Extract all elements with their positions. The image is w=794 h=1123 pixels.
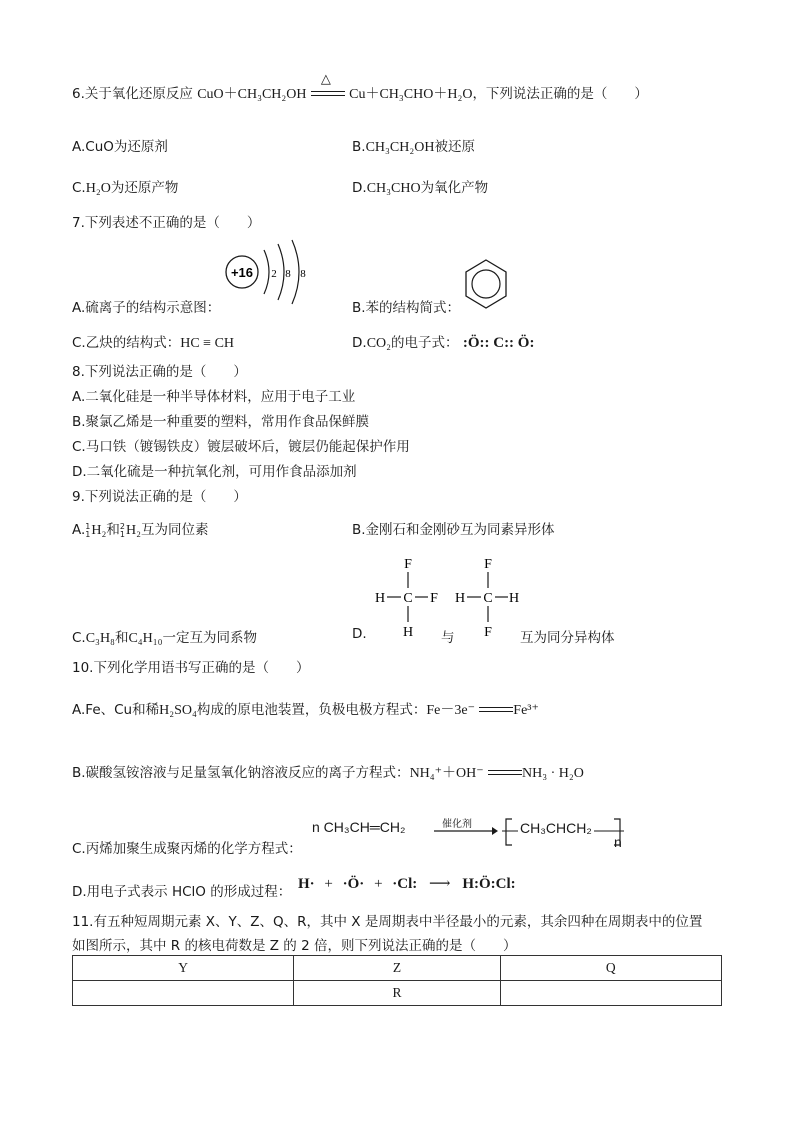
q7-option-a-text: A.硫离子的结构示意图： xyxy=(72,300,221,316)
option-label: D. xyxy=(352,180,367,196)
q8-option-b: B.聚氯乙烯是一种重要的塑料，常用作食品保鲜膜 xyxy=(72,414,370,430)
q11-stem-line1: 11.有五种短周期元素 X、Y、Z、Q、R，其中 X 是周期表中半径最小的元素，其余四种在周期表中的位置 xyxy=(72,914,703,930)
q6-equation-right: Cu＋CH₃CHO＋H₂O xyxy=(349,87,473,102)
table-row xyxy=(73,956,722,981)
q7-option-b-text: B.苯的结构简式： xyxy=(352,300,461,316)
q6-option-b xyxy=(352,135,475,156)
polypropylene-repeat-unit: CH₃CHCH₂ xyxy=(520,820,592,836)
q6-stem-pre: 关于氧化还原反应 xyxy=(84,86,193,102)
option-text: 构成的原电池装置，负极电极方程式： xyxy=(196,702,427,718)
difluoromethane-structure-2 xyxy=(448,552,528,642)
shell-electrons-3: 8 xyxy=(300,268,306,280)
isotope-prescript-2: 2 1 xyxy=(119,522,125,539)
q6-option-d xyxy=(352,176,488,197)
option-text: C.乙炔的结构式： xyxy=(72,335,181,351)
conjunction: 和 xyxy=(106,522,120,538)
atom-left: H xyxy=(454,591,466,606)
hclo-formation-process xyxy=(298,874,516,893)
shell-arc-1 xyxy=(264,250,269,294)
table-row xyxy=(73,981,722,1006)
option-text: 为氧化产物 xyxy=(420,180,489,196)
q10-option-b xyxy=(72,761,584,782)
table-cell-z: Z xyxy=(294,956,500,981)
atom-left: H xyxy=(374,591,386,606)
option-text: 的电子式： xyxy=(391,335,459,351)
q6-stem xyxy=(72,72,648,103)
hydrogen-atom: H· xyxy=(298,876,315,892)
option-text: 为还原剂 xyxy=(113,139,168,155)
q6-equation-left: CuO＋CH₃CH₂OH xyxy=(197,87,307,102)
q6-equals-sign xyxy=(311,72,345,99)
conjunction: 和 xyxy=(114,630,129,646)
periodic-table-fragment xyxy=(72,955,722,1006)
option-formula: H₂O xyxy=(85,181,111,196)
q6-stem-post: ，下列说法正确的是（ ） xyxy=(472,86,648,102)
heat-delta-icon: △ xyxy=(320,72,331,87)
option-formula: CH₃CHO xyxy=(366,181,421,196)
equals-sign xyxy=(479,705,513,715)
ionic-eq-left: NH₄⁺＋OH⁻ xyxy=(409,766,484,781)
table-cell-r: R xyxy=(294,981,500,1006)
q7-option-c xyxy=(72,331,234,352)
benzene-ring-icon xyxy=(458,256,514,312)
atom-right: H xyxy=(508,591,520,606)
butane-formula: C₄H₁₀ xyxy=(128,631,163,646)
q9-option-d-text: 互为同分异构体 xyxy=(520,630,615,646)
acetylene-formula: HC ≡ CH xyxy=(180,336,235,351)
catalyst-label: 催化剂 xyxy=(442,819,472,830)
shell-arc-3 xyxy=(292,240,299,304)
option-label: B. xyxy=(352,139,366,155)
q9-option-b: B.金刚石和金刚砂互为同素异形体 xyxy=(352,522,555,538)
difluoromethane-structure-1 xyxy=(368,552,448,642)
q11-stem-line2: 如图所示，其中 R 的核电荷数是 Z 的 2 倍，则下列说法正确的是（ ） xyxy=(72,938,517,954)
sulfuric-acid-formula: H₂SO₄ xyxy=(159,703,197,718)
q6-option-a xyxy=(72,135,168,155)
q7-option-d xyxy=(352,331,534,352)
option-text: 互为同位素 xyxy=(140,522,209,538)
option-label: A. xyxy=(72,522,86,538)
oxygen-atom: ·Ö· xyxy=(342,876,365,892)
atom-right: F xyxy=(430,591,438,606)
q8-stem: 8.下列说法正确的是（ ） xyxy=(72,364,247,380)
q10-option-a xyxy=(72,698,539,719)
reaction-arrow-icon xyxy=(432,826,498,836)
option-text: 一定互为同系物 xyxy=(162,630,258,646)
table-cell-empty-2 xyxy=(500,981,721,1006)
q8-option-d: D.二氧化硫是一种抗氧化剂，可用作食品添加剂 xyxy=(72,464,357,480)
plus-sign: + xyxy=(324,876,333,892)
atom-center: C xyxy=(483,591,493,606)
q9-option-d-label: D. xyxy=(352,626,367,642)
atom-top: F xyxy=(484,557,492,572)
q9-option-c xyxy=(72,626,257,647)
sulfur-ion-structure-diagram xyxy=(222,236,312,308)
plus-sign: + xyxy=(374,876,383,892)
option-formula: CuO xyxy=(85,139,114,155)
ionic-eq-right: NH₃ · H₂O xyxy=(521,766,584,781)
atom-bottom: F xyxy=(484,625,492,640)
q6-number: 6. xyxy=(72,86,85,102)
q7-stem: 7.下列表述不正确的是（ ） xyxy=(72,215,261,231)
formation-arrow-icon: ⟶ xyxy=(429,876,451,892)
isotope-symbol-1: H₂ xyxy=(91,523,107,538)
table-cell-y: Y xyxy=(73,956,294,981)
shell-arc-2 xyxy=(278,244,284,300)
hclo-product: H:Ö:Cl: xyxy=(462,876,516,892)
option-formula: CH₃CH₂OH xyxy=(365,140,435,155)
co2-formula: CO₂ xyxy=(366,336,392,351)
atom-center: C xyxy=(403,591,413,606)
q6-option-c xyxy=(72,176,178,197)
propene-reactant: n CH₃CH═CH₂ xyxy=(312,819,406,835)
q10-option-d xyxy=(72,880,291,900)
option-label: C. xyxy=(72,180,86,196)
q10-stem: 10.下列化学用语书写正确的是（ ） xyxy=(72,660,310,676)
shell-electrons-2: 8 xyxy=(285,268,291,280)
option-label: C. xyxy=(72,630,86,646)
q9-option-a xyxy=(72,518,208,539)
equals-sign xyxy=(488,768,522,778)
chlorine-atom: ·Cl: xyxy=(392,876,418,892)
electrode-eq-left: Fe－3e⁻ xyxy=(426,703,475,718)
option-label: A. xyxy=(72,139,86,155)
co2-lewis-structure: :Ö:: C:: Ö: xyxy=(462,335,535,351)
propane-formula: C₃H₈ xyxy=(85,631,115,646)
option-text: 为还原产物 xyxy=(110,180,179,196)
option-text: B.碳酸氢铵溶液与足量氢氧化钠溶液反应的离子方程式： xyxy=(72,765,410,781)
atom-top: F xyxy=(404,557,412,572)
polymer-n: n xyxy=(614,834,622,850)
option-text: 被还原 xyxy=(434,139,475,155)
option-label: D. xyxy=(352,335,367,351)
q9-option-d-and: 与 xyxy=(441,630,455,646)
option-text: D.用电子式表示 HClO 的形成过程： xyxy=(72,884,292,900)
nucleus-charge: +16 xyxy=(230,265,254,280)
isotope-symbol-2: H₂ xyxy=(125,523,141,538)
q8-option-a: A.二氧化硅是一种半导体材料，应用于电子工业 xyxy=(72,389,356,405)
table-cell-empty-1 xyxy=(73,981,294,1006)
q8-option-c: C.马口铁（镀锡铁皮）镀层破坏后，镀层仍能起保护作用 xyxy=(72,439,410,455)
q10-option-c-text: C.丙烯加聚生成聚丙烯的化学方程式： xyxy=(72,841,302,857)
q9-stem: 9.下列说法正确的是（ ） xyxy=(72,489,247,505)
atom-bottom: H xyxy=(402,625,414,640)
shell-electrons-1: 2 xyxy=(271,268,277,280)
isotope-prescript-1: 1 1 xyxy=(85,522,91,539)
electrode-eq-right: Fe³⁺ xyxy=(513,703,539,718)
option-text: A.Fe、Cu和稀 xyxy=(72,702,160,718)
table-cell-q: Q xyxy=(500,956,721,981)
